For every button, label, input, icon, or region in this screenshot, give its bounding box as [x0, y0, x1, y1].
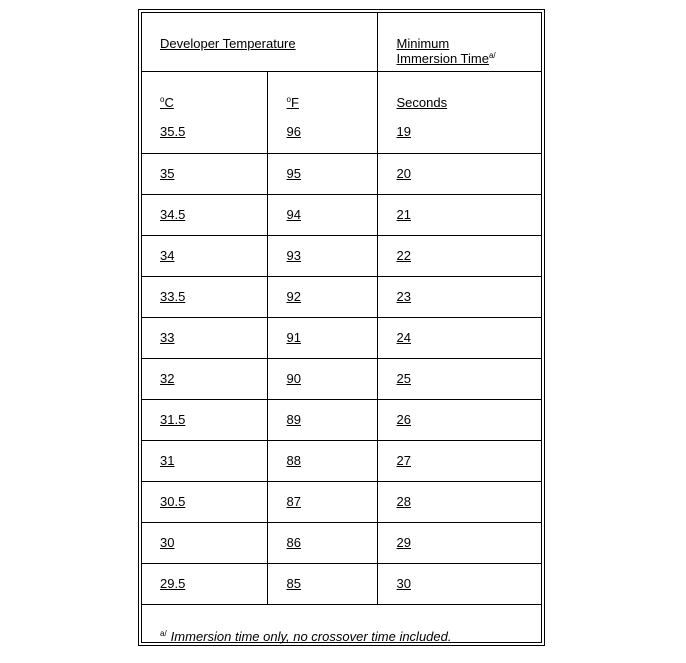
- fahrenheit-value-cell: [267, 440, 377, 481]
- seconds-value: 19: [396, 124, 411, 139]
- minimum-label: Minimum: [396, 36, 450, 51]
- fahrenheit-value: 85: [286, 575, 301, 591]
- celsius-value-cell: [141, 481, 267, 522]
- seconds-value-cell: [377, 112, 542, 153]
- celsius-value: 30.5: [160, 493, 186, 509]
- table-row: [141, 153, 542, 194]
- seconds-value: 21: [396, 206, 411, 222]
- fahrenheit-value-cell: [267, 276, 377, 317]
- footnote-row: [141, 604, 542, 645]
- fahrenheit-value-cell: [267, 194, 377, 235]
- fahrenheit-value: 93: [286, 247, 301, 263]
- seconds-unit-label: Seconds: [396, 94, 448, 110]
- seconds-value-cell: [377, 276, 542, 317]
- fahrenheit-value-cell: [267, 563, 377, 604]
- seconds-value-cell: [377, 235, 542, 276]
- seconds-value: 29: [396, 534, 411, 550]
- seconds-value-cell: [377, 317, 542, 358]
- immersion-time-label: Immersion Time: [396, 51, 489, 66]
- seconds-value-cell: [377, 481, 542, 522]
- fahrenheit-unit-cell: [267, 71, 377, 112]
- seconds-value: 23: [396, 288, 411, 304]
- celsius-value-cell: [141, 358, 267, 399]
- seconds-value: 22: [396, 247, 411, 263]
- units-row: [141, 71, 542, 112]
- fahrenheit-value-cell: [267, 358, 377, 399]
- fahrenheit-value: 87: [286, 493, 301, 509]
- fahrenheit-value-cell: [267, 235, 377, 276]
- fahrenheit-degree-mark: o: [286, 94, 291, 104]
- celsius-unit-cell: [141, 71, 267, 112]
- fahrenheit-value: 94: [286, 206, 301, 222]
- table-row: [141, 522, 542, 563]
- fahrenheit-value: 91: [286, 329, 301, 345]
- table-row: [141, 440, 542, 481]
- seconds-value: 30: [396, 575, 411, 591]
- fahrenheit-value: 88: [286, 452, 301, 468]
- seconds-value-cell: [377, 399, 542, 440]
- header-row: [141, 12, 542, 71]
- celsius-value-cell: [141, 194, 267, 235]
- fahrenheit-value: 95: [286, 165, 301, 181]
- table-row: [141, 399, 542, 440]
- fahrenheit-unit-label: F: [290, 94, 299, 110]
- seconds-value-cell: [377, 194, 542, 235]
- celsius-value: 35.5: [160, 124, 186, 139]
- minimum-immersion-time-header: [377, 12, 542, 71]
- fahrenheit-value-cell: [267, 153, 377, 194]
- table-row: [141, 481, 542, 522]
- seconds-value: 20: [396, 165, 411, 181]
- celsius-value: 29.5: [160, 575, 186, 591]
- celsius-value: 35: [160, 165, 175, 181]
- fahrenheit-value-cell: [267, 481, 377, 522]
- fahrenheit-value-cell: [267, 317, 377, 358]
- celsius-value: 34.5: [160, 206, 186, 222]
- seconds-value-cell: [377, 358, 542, 399]
- fahrenheit-value: 90: [286, 370, 301, 386]
- seconds-value: 27: [396, 452, 411, 468]
- developer-temperature-header: [141, 12, 377, 71]
- seconds-value-cell: [377, 563, 542, 604]
- seconds-value-cell: [377, 440, 542, 481]
- fahrenheit-value-cell: [267, 112, 377, 153]
- celsius-unit-label: C: [164, 94, 174, 110]
- table-row: [141, 276, 542, 317]
- celsius-value: 33: [160, 329, 175, 345]
- fahrenheit-value: 96: [286, 124, 301, 139]
- footnote-cell: [141, 604, 542, 645]
- table-row: [141, 563, 542, 604]
- celsius-value-cell: [141, 563, 267, 604]
- seconds-value: 24: [396, 329, 411, 345]
- fahrenheit-value: 89: [286, 411, 301, 427]
- developer-temperature-label: Developer Temperature: [160, 36, 296, 51]
- table-row: [141, 235, 542, 276]
- celsius-value-cell: [141, 235, 267, 276]
- celsius-value-cell: [141, 399, 267, 440]
- seconds-unit-cell: [377, 71, 542, 112]
- seconds-value-cell: [377, 153, 542, 194]
- footnote-text: Immersion time only, no crossover time included.: [170, 628, 452, 644]
- celsius-value-cell: [141, 317, 267, 358]
- fahrenheit-value: 92: [286, 288, 301, 304]
- footnote-reference-mark: a/: [488, 51, 496, 60]
- footnote-mark: a/: [160, 628, 167, 638]
- seconds-value-cell: [377, 522, 542, 563]
- celsius-value-cell: [141, 440, 267, 481]
- seconds-value: 26: [396, 411, 411, 427]
- celsius-value: 30: [160, 534, 175, 550]
- celsius-value-cell: [141, 522, 267, 563]
- seconds-value: 25: [396, 370, 411, 386]
- seconds-value: 28: [396, 493, 411, 509]
- table-row: [141, 317, 542, 358]
- fahrenheit-value: 86: [286, 534, 301, 550]
- celsius-value: 32: [160, 370, 175, 386]
- developer-immersion-table: [141, 12, 542, 645]
- celsius-value: 31.5: [160, 411, 186, 427]
- celsius-value: 31: [160, 452, 175, 468]
- celsius-value-cell: [141, 276, 267, 317]
- celsius-value-cell: [141, 153, 267, 194]
- celsius-value: 34: [160, 247, 175, 263]
- celsius-degree-mark: o: [160, 94, 165, 104]
- table-row: [141, 358, 542, 399]
- fahrenheit-value-cell: [267, 399, 377, 440]
- celsius-value-cell: [141, 112, 267, 153]
- table-row: [141, 194, 542, 235]
- fahrenheit-value-cell: [267, 522, 377, 563]
- celsius-value: 33.5: [160, 288, 186, 304]
- table-row: [141, 112, 542, 153]
